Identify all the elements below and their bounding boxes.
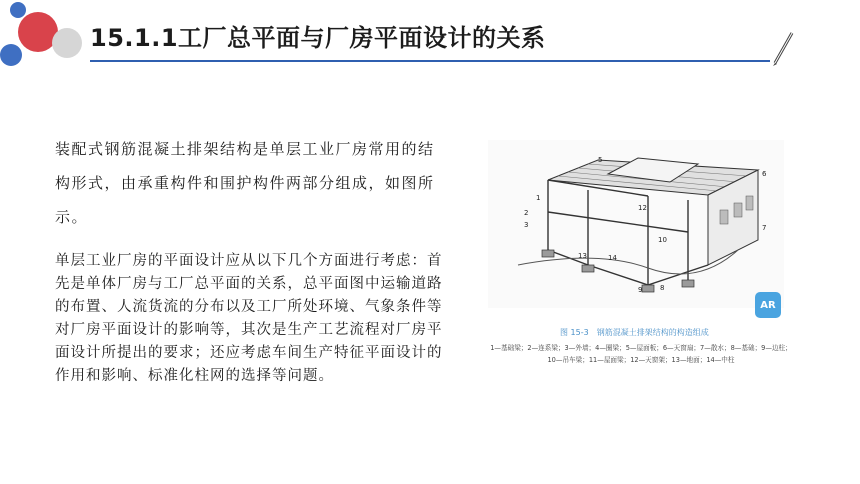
deco-circle-blue-small [10, 2, 26, 18]
label-8: 8 [660, 284, 665, 292]
pencil-icon [770, 30, 796, 70]
intro-paragraph: 装配式钢筋混凝土排架结构是单层工业厂房常用的结构形式，由承重构件和围护构件两部分组成，如图所示。 [55, 140, 435, 226]
deco-circle-gray [52, 28, 82, 58]
page-title: 15.1.1工厂总平面与厂房平面设计的关系 [90, 24, 546, 52]
label-13: 13 [578, 252, 587, 260]
figure-legend [488, 342, 794, 366]
label-12: 12 [638, 204, 647, 212]
label-10: 10 [658, 236, 667, 244]
deco-circle-blue [0, 44, 22, 66]
label-3: 3 [524, 221, 529, 229]
figure-legend-line-1: 1—基础梁；2—连系梁；3—外墙；4—圈梁；5—屋面板；6—天窗扇；7—散水；8—基础；9—边柱； [490, 344, 792, 352]
figure-caption: 图 15-3 钢筋混凝土排架结构的构造组成 [560, 328, 709, 337]
svg-text:1: 1 [536, 194, 541, 202]
label-14: 14 [608, 254, 617, 262]
ar-badge[interactable]: AR [755, 292, 781, 318]
title-underline [90, 60, 770, 62]
structure-diagram [488, 140, 784, 308]
label-2: 2 [524, 209, 529, 217]
structure-figure [488, 140, 784, 308]
figure-legend-line-2: 10—吊车梁；11—屋面梁；12—天窗架；13—地面；14—中柱 [547, 356, 735, 364]
design-paragraph: 单层工业厂房的平面设计应从以下几个方面进行考虑：首先是单体厂房与工厂总平面的关系，总平面图中运输道路的布置、人流货流的分布以及工厂所处环境、气象条件等对厂房平面设计的影响等，其次是生产工艺流程对厂房平面设计所提出的要求；还应考虑车间生产特征平面设计的作用和影响、标准化柱网的选择等问题。 [55, 253, 443, 384]
label-6: 6 [762, 170, 767, 178]
label-9: 9 [638, 286, 643, 294]
label-5: 5 [598, 156, 603, 164]
label-7: 7 [762, 224, 767, 232]
